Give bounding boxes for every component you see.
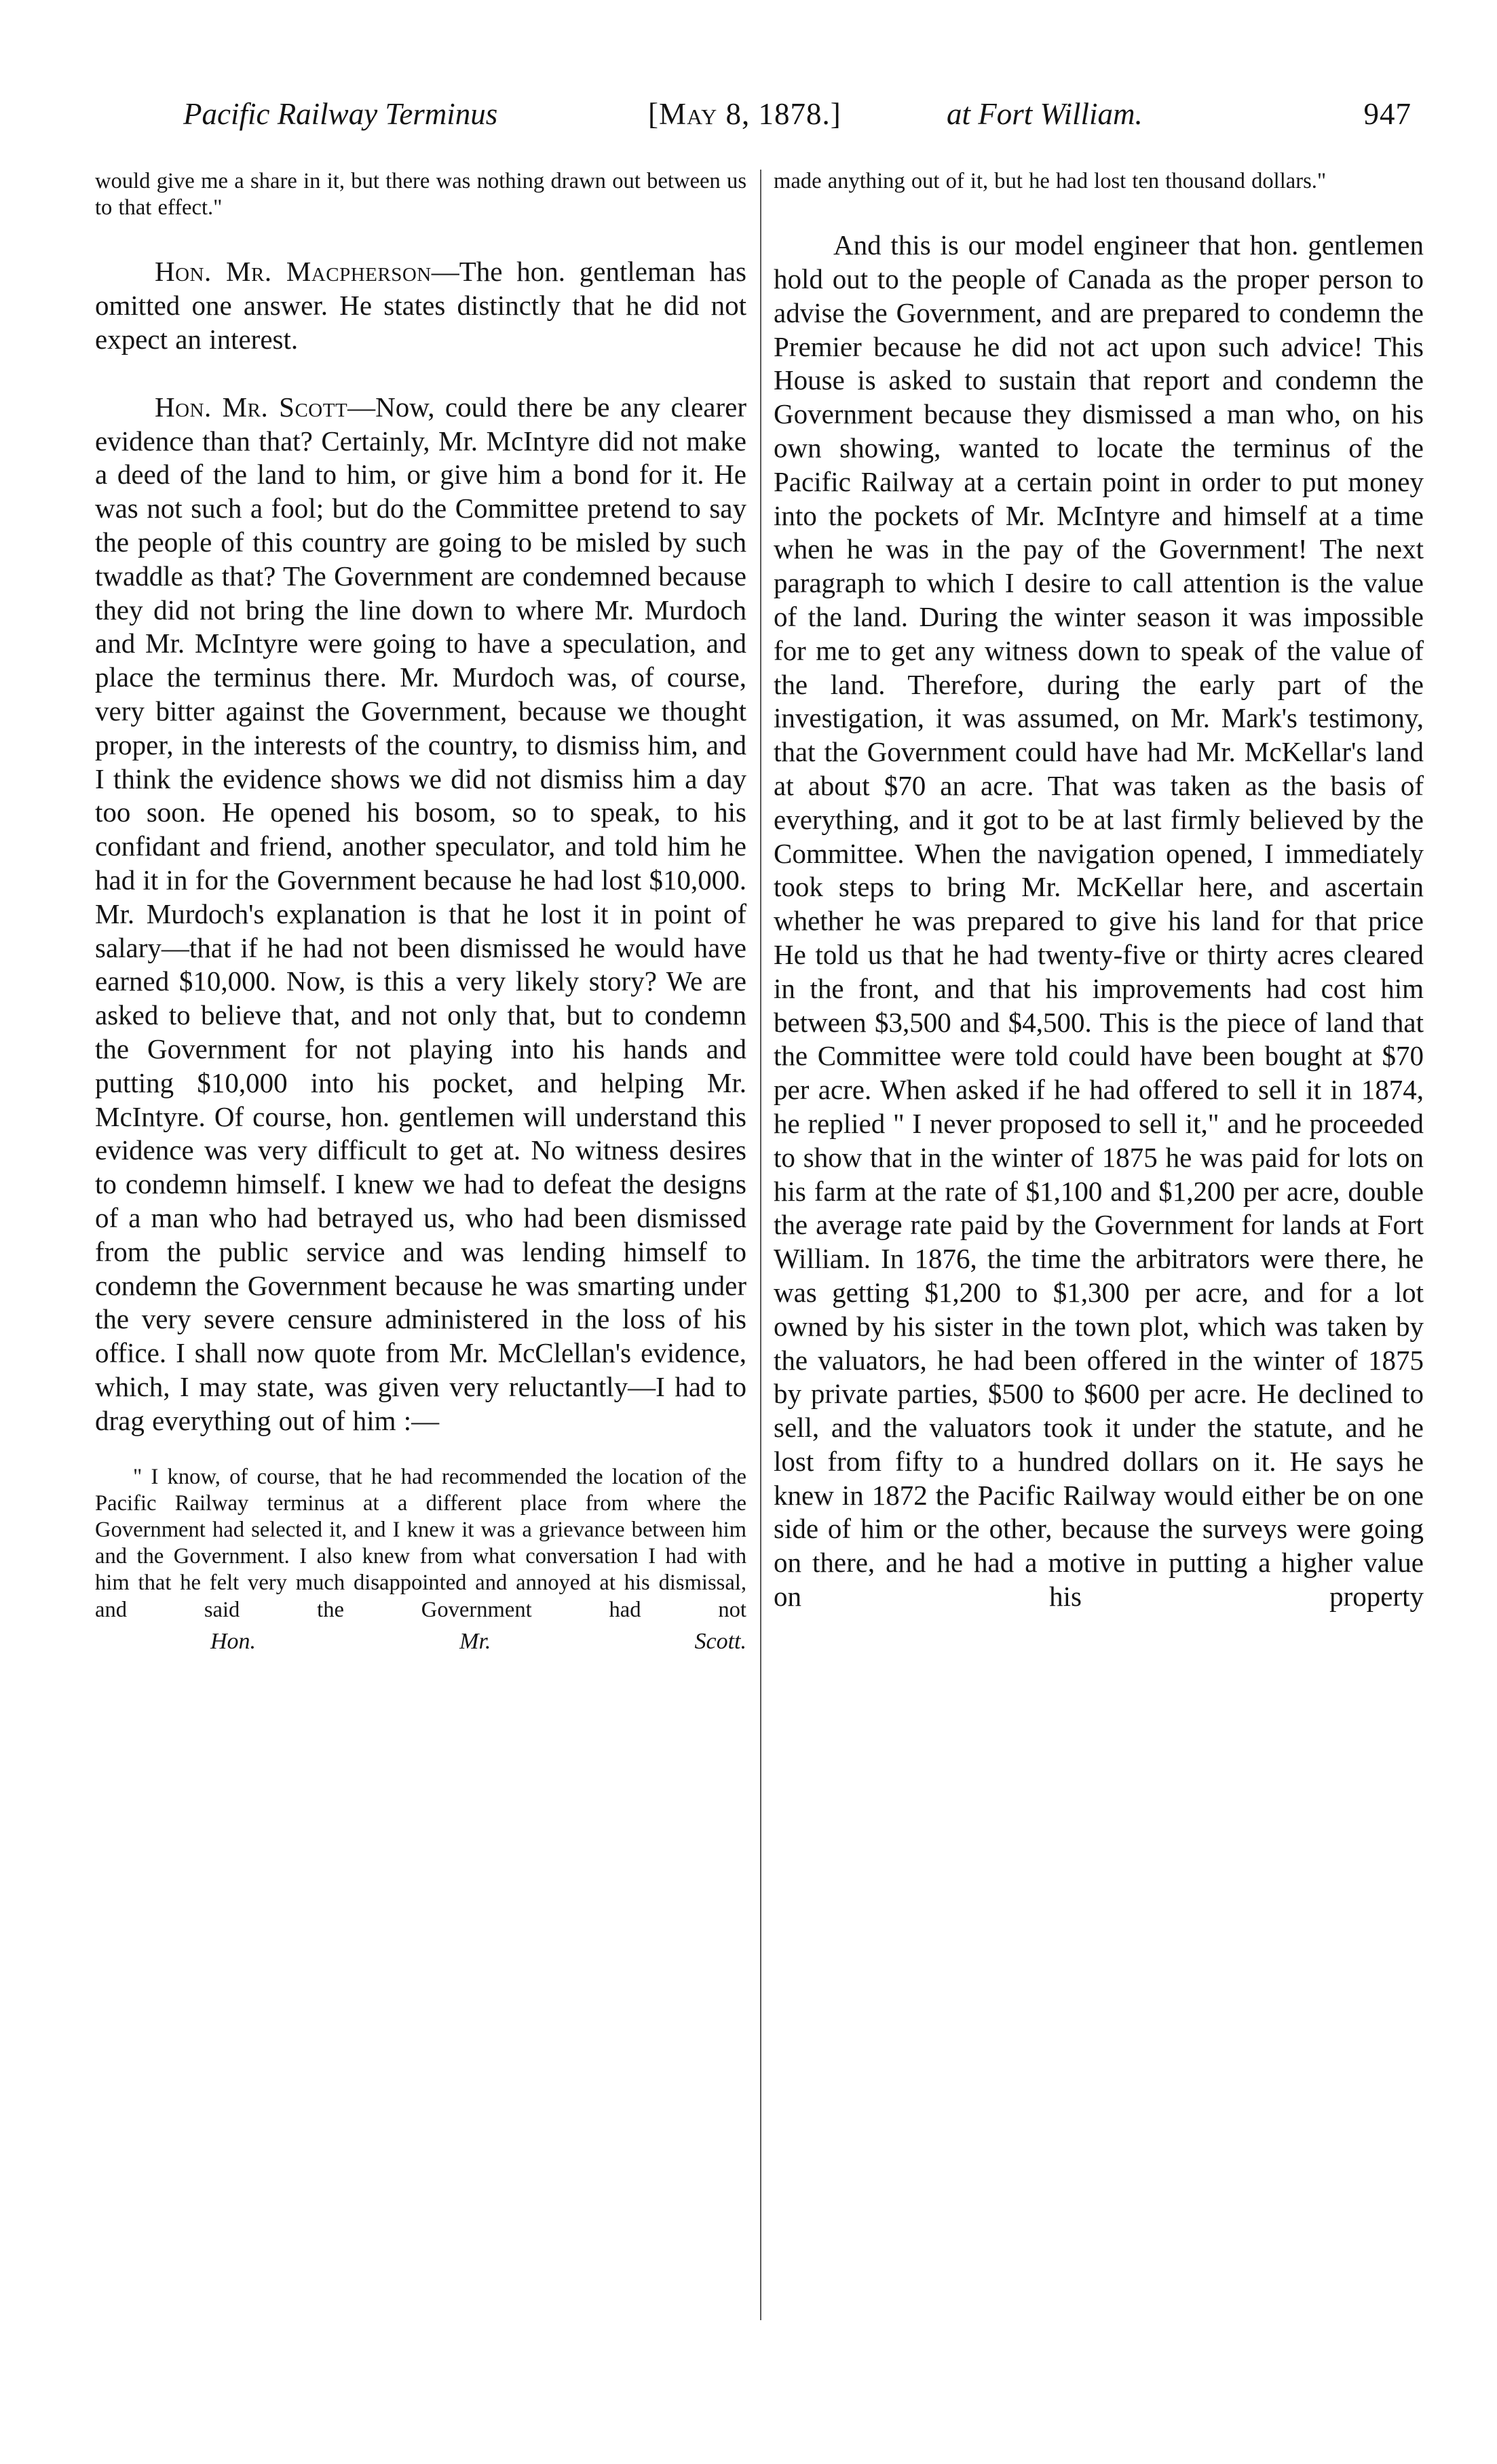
header-right-title: at Fort William. — [947, 97, 1143, 131]
speaker-macpherson: Hon. Mr. Macpherson — [155, 256, 432, 288]
scott-paragraph — [95, 391, 746, 1438]
right-column — [774, 168, 1424, 1614]
quote-end-paragraph: made anything out of it, but he had lost ten thousand dollars." — [774, 169, 1327, 193]
speaker-scott: Hon. Mr. Scott — [155, 391, 348, 423]
mcclellan-quote-paragraph: " I know, of course, that he had recommended the location of the Pacific Railway terminus at a different place from where the Government had selected it, and I knew it was a grievance between him and the Government. I also knew from what conversation I had with him that he felt very much disappointed and annoyed at his dismissal, and said the Government had not — [95, 1464, 746, 1622]
running-header — [183, 94, 1411, 134]
quote-continuation-paragraph: would give me a share in it, but there was nothing drawn out between us to that effect." — [95, 169, 746, 220]
macpherson-paragraph — [95, 255, 746, 356]
page-number: 947 — [1363, 97, 1411, 131]
page-attribution: Hon. Mr. Scott. — [210, 1628, 746, 1654]
model-engineer-paragraph: And this is our model engineer that hon. gentlemen hold out to the people of Canada as the proper person to advise the Government, and are prepared to condemn the Premier because he did not act upon such advice! This House is asked to sustain that report and condemn the Government because they dismissed a man who, on his own showing, wanted to locate the terminus of the Pacific Railway at a certain point in order to put money into the pockets of Mr. McIntyre and himself at a time when he was in the pay of the Government! The next paragraph to which I desire to call attention is the value of the land. During the winter season it was impossible for me to get any witness down to speak of the value of the land. Therefore, during the early part of the investigation, it was assumed, on Mr. Mark's testimony, that the Government could have had Mr. McKellar's land at about $70 an acre. That was taken as the basis of everything, and it got to be at last firmly believed by the Committee. When the navigation opened, I immediately took steps to bring Mr. McKellar here, and ascertain whether he was prepared to give his land for that price He told us that he had twenty-five or thirty acres cleared in the front, and that his improvements had cost him between $3,500 and $4,500. This is the piece of land that the Committee were told could have been bought at $70 per acre. When asked if he had offered to sell it in 1874, he replied " I never proposed to sell it," and he proceeded to show that in the winter of 1875 he was paid for lots on his farm at the rate of $1,100 and $1,200 per acre, double the average rate paid by the Government for lands at Fort William. In 1876, the time the arbitrators were there, he was getting $1,200 to $1,300 per acre, and for a lot owned by his sister in the town plot, which was taken by the valuators, he had been offered in the winter of 1875 by private parties, $500 to $600 per acre. He declined to sell, and the valuators took it under the statute, and he lost from fifty to a hundred dollars on it. He says he knew in 1872 the Pacific Railway would either be on one side of him or the other, because the surveys were going on there, and he had a motive in putting a higher value on his property — [774, 229, 1424, 1613]
header-left-title: Pacific Railway Terminus — [183, 97, 498, 131]
header-date-open: [ — [648, 97, 659, 131]
header-date-month: May — [659, 97, 718, 131]
header-date — [648, 94, 841, 134]
macpherson-text: —The hon. gentleman has omitted one answer. He states distinctly that he did not expect an interest. — [95, 256, 746, 355]
header-date-rest: 8, 1878.] — [717, 97, 841, 131]
column-divider — [760, 170, 761, 2320]
left-column — [95, 168, 746, 1656]
scott-text: —Now, could there be any clearer evidence than that? Certainly, Mr. McIntyre did not make a deed of the land to him, or give him a bond for it. He was not such a fool; but do the Committee pretend to say the people of this country are going to be misled by such twaddle as that? The Government are condemned because they did not bring the line down to where Mr. Murdoch and Mr. McIntyre were going to have a speculation, and place the terminus there. Mr. Murdoch was, of course, very bitter against the Government, because we thought proper, in the interests of the country, to dismiss him, and I think the evidence shows we did not dismiss him a day too soon. He opened his bosom, so to speak, to his confidant and friend, another speculator, and told him he had it in for the Government because he had lost $10,000. Mr. Murdoch's explanation is that he lost it in point of salary—that if he had not been dismissed he would have earned $10,000. Now, is this a very likely story? We are asked to believe that, and not only that, but to condemn the Government for not playing into his hands and putting $10,000 into his pocket, and helping Mr. McIntyre. Of course, hon. gentlemen will understand this evidence was very difficult to get at. No witness desires to condemn himself. I knew we had to defeat the designs of a man who had betrayed us, who had been dismissed from the public service and was lending himself to condemn the Government because he was smarting under the very severe censure administered in the loss of his office. I shall now quote from Mr. McClellan's evidence, which, I may state, was given very reluctantly—I had to drag everything out of him :— — [95, 391, 747, 1436]
